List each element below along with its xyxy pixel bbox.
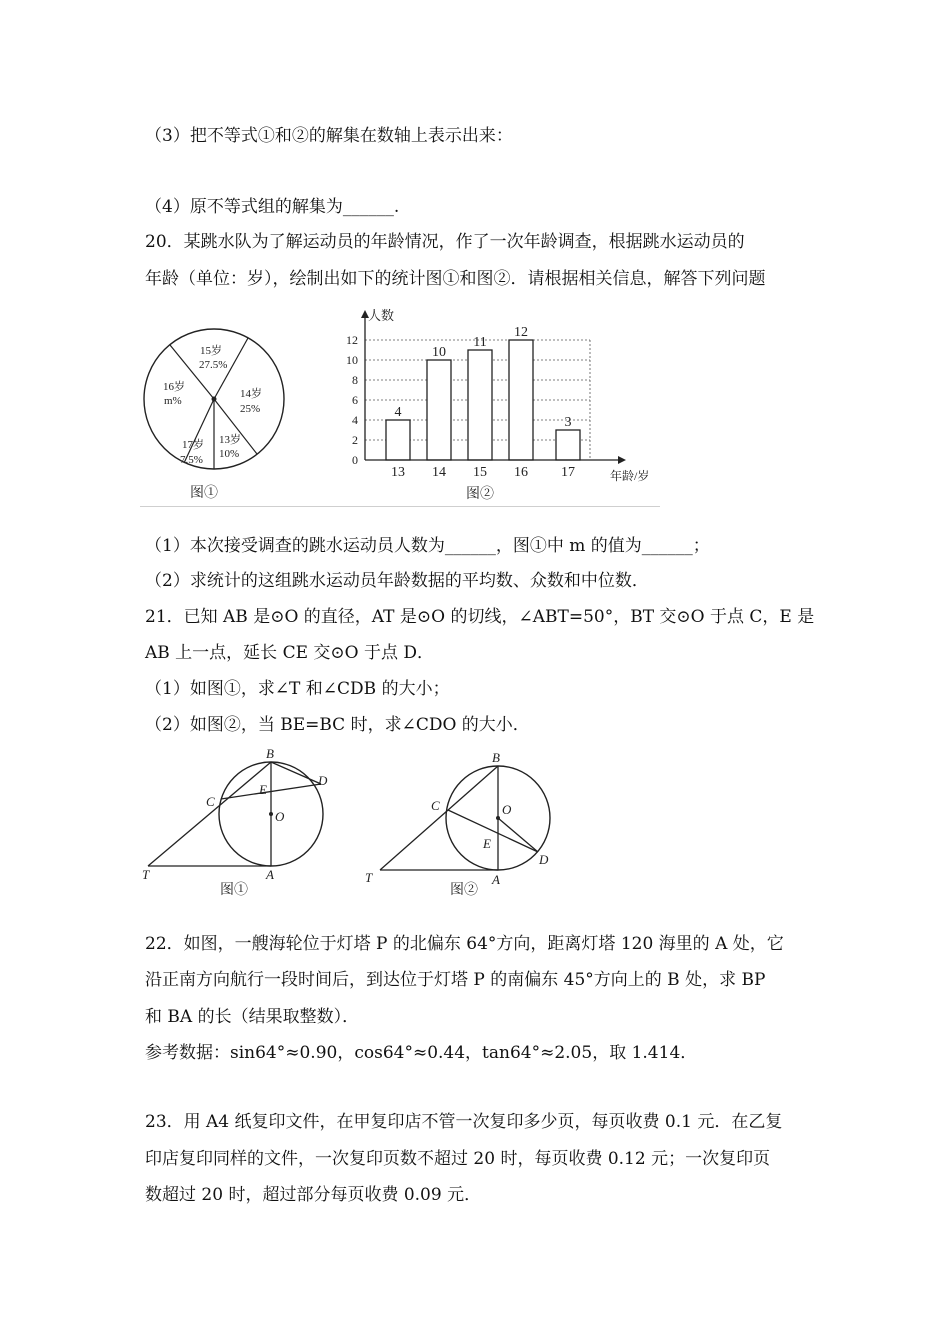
pie-caption: 图① (190, 486, 218, 501)
pie-center (212, 397, 217, 402)
figure-separator (140, 506, 660, 507)
x-tick-label-16: 16 (514, 465, 528, 480)
label-a: A (266, 867, 274, 882)
label-t: T (142, 867, 150, 882)
y-tick-label-8: 8 (352, 373, 358, 387)
label-d: D (539, 852, 549, 867)
bar-caption: 图② (466, 487, 494, 502)
pie-label-pct15: 27.5% (199, 359, 228, 371)
q20-part2: （2）求统计的这组跳水运动员年龄数据的平均数、众数和中位数． (145, 571, 649, 591)
bar-value-label-15: 11 (473, 335, 487, 350)
label-e: E (483, 836, 491, 851)
q21-part1: （1）如图①，求∠T 和∠CDB 的大小； (145, 679, 450, 699)
geometry-figure-1 (138, 744, 338, 904)
pie-chart-figure (140, 322, 300, 507)
pie-label-pct16: m% (164, 395, 182, 407)
figure-1-caption: 图① (220, 883, 248, 898)
y-tick-label-10: 10 (346, 353, 358, 367)
pie-label-age15: 15岁 (200, 345, 222, 357)
q22-stem-line1: 22．如图，一艘海轮位于灯塔 P 的北偏东 64°方向，距离灯塔 120 海里的 A 处，它 (145, 934, 784, 954)
bar-chart (318, 308, 663, 508)
q20-part1: （1）本次接受调查的跳水运动员人数为______，图①中 m 的值为______； (145, 536, 710, 556)
label-t: T (365, 870, 373, 885)
q23-stem-line3: 数超过 20 时，超过部分每页收费 0.09 元． (145, 1185, 482, 1205)
q23-stem-line1: 23．用 A4 纸复印文件，在甲复印店不管一次复印多少页，每页收费 0.1 元．在乙复 (145, 1112, 783, 1132)
label-d: D (318, 773, 328, 788)
label-a: A (492, 872, 500, 887)
bar-value-label-17: 3 (564, 415, 572, 430)
chord-bd (271, 762, 321, 784)
label-b: B (492, 750, 500, 765)
pie-label-age17: 17岁 (182, 439, 204, 451)
y-tick-label-12: 12 (346, 333, 358, 347)
x-tick-label-17: 17 (561, 465, 575, 480)
q20-stem-line1: 20．某跳水队为了解运动员的年龄情况，作了一次年龄调查，根据跳水运动员的 (145, 232, 745, 252)
y-axis-label: 人数 (368, 308, 395, 323)
q21-stem-line1: 21．已知 AB 是⊙O 的直径，AT 是⊙O 的切线，∠ABT=50°，BT 交⊙O 于点 C，E 是 (145, 607, 815, 627)
bar-value-label-14: 10 (432, 345, 446, 360)
x-axis-arrow (618, 456, 626, 464)
bar-16 (509, 340, 533, 460)
q21-part2: （2）如图②，当 BE=BC 时，求∠CDO 的大小． (145, 715, 530, 735)
q22-reference-data: 参考数据：sin64°≈0.90，cos64°≈0.44，tan64°≈2.05，取 1.414． (145, 1043, 698, 1063)
chord-cd (448, 810, 538, 852)
y-tick-label-6: 6 (352, 393, 358, 407)
y-tick-label-4: 4 (352, 413, 358, 427)
line-bt (148, 762, 271, 866)
bar-value-label-16: 12 (514, 325, 528, 340)
bar-value-label-13: 4 (394, 405, 402, 420)
q22-stem-line3: 和 BA 的长（结果取整数）． (145, 1007, 360, 1027)
pie-label-pct14: 25% (240, 403, 261, 415)
bar-13 (386, 420, 410, 460)
q23-stem-line2: 印店复印同样的文件，一次复印页数不超过 20 时，每页收费 0.12 元；一次复印页 (145, 1149, 771, 1169)
figure-2-caption: 图② (450, 883, 478, 898)
x-axis-label: 年龄/岁 (610, 469, 650, 483)
pie-label-pct13: 10% (219, 448, 240, 460)
label-c: C (206, 794, 215, 809)
x-tick-label-13: 13 (391, 465, 405, 480)
x-tick-label-15: 15 (473, 465, 487, 480)
pie-chart (140, 322, 300, 507)
q21-stem-line2: AB 上一点，延长 CE 交⊙O 于点 D． (145, 643, 435, 663)
center-o (269, 812, 273, 816)
pie-label-age14: 14岁 (240, 388, 262, 400)
pie-label-age16: 16岁 (163, 381, 185, 393)
label-b: B (266, 746, 274, 761)
line-bt (380, 766, 498, 870)
x-tick-label-14: 14 (432, 465, 446, 480)
bar-15 (468, 350, 492, 460)
label-o: O (502, 802, 512, 817)
geometry-figure-2 (360, 744, 560, 904)
label-c: C (431, 798, 440, 813)
y-tick-label-0: 0 (352, 453, 358, 467)
pie-label-age13: 13岁 (219, 434, 241, 446)
q19-part3: （3）把不等式①和②的解集在数轴上表示出来： (145, 126, 513, 146)
label-o: O (275, 809, 285, 824)
q22-stem-line2: 沿正南方向航行一段时间后，到达位于灯塔 P 的南偏东 45°方向上的 B 处，求 BP (145, 970, 766, 990)
pie-label-pct17: 7.5% (180, 454, 203, 466)
y-tick-label-2: 2 (352, 433, 358, 447)
q20-stem-line2: 年龄（单位：岁），绘制出如下的统计图①和图②．请根据相关信息，解答下列问题 (145, 269, 766, 289)
center-o (496, 816, 500, 820)
label-e: E (259, 782, 267, 797)
radius-od (498, 818, 538, 852)
bar-14 (427, 360, 451, 460)
bar-17 (556, 430, 580, 460)
q19-part4: （4）原不等式组的解集为______. (145, 197, 400, 217)
bar-chart-figure (318, 308, 663, 508)
